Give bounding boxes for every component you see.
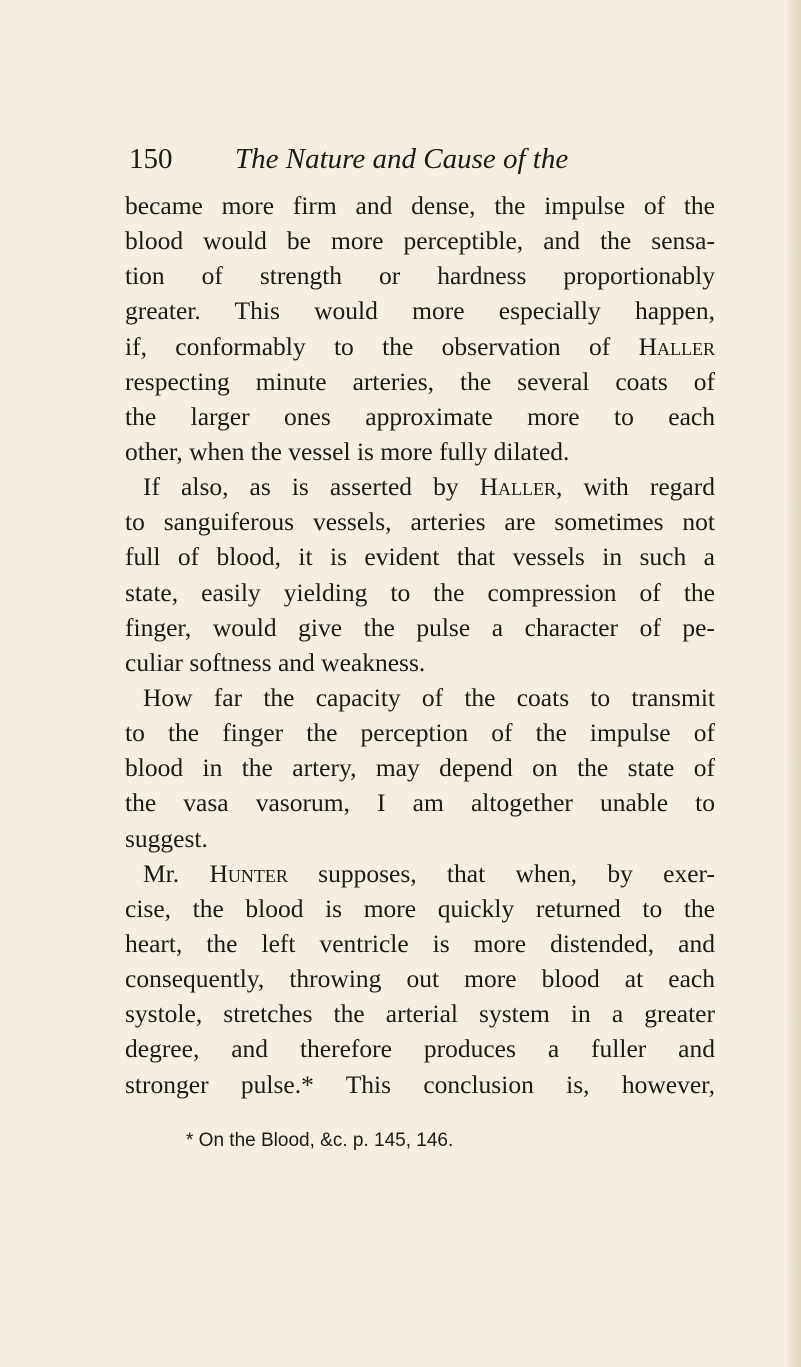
- text-line: culiar softness and weakness.: [125, 647, 426, 677]
- text-line: consequently, throwing out more blood at each: [125, 964, 715, 994]
- name-hunter: Hunter: [209, 858, 288, 888]
- text-line: the vasa vasorum, I am altogether unable to: [125, 788, 715, 818]
- text-line: other, when the vessel is more fully dilated.: [125, 436, 570, 466]
- text-line: If also, as is asserted by Haller, with regard: [143, 472, 715, 502]
- text-line: state, easily yielding to the compression of the: [125, 577, 715, 607]
- text-line: tion of strength or hardness proportionably: [125, 261, 715, 291]
- text-line: blood in the artery, may depend on the state of: [125, 753, 715, 783]
- text-line: greater. This would more especially happen,: [125, 296, 715, 326]
- name-haller: Haller: [638, 331, 715, 361]
- page-number: 150: [129, 143, 173, 175]
- text-line: heart, the left ventricle is more distended, and: [125, 928, 715, 958]
- name-haller: Haller: [479, 472, 557, 502]
- running-title: The Nature and Cause of the: [235, 143, 569, 175]
- page-header: [129, 143, 689, 183]
- text-line: if, conformably to the observation of Haller: [125, 331, 715, 361]
- text-line: respecting minute arteries, the several coats of: [125, 366, 715, 396]
- text-line: to the finger the perception of the impulse of: [125, 718, 715, 748]
- text-line: to sanguiferous vessels, arteries are sometimes not: [125, 507, 715, 537]
- text-line: suggest.: [125, 823, 208, 853]
- text-line: stronger pulse.* This conclusion is, however,: [125, 1069, 715, 1099]
- page-edge: [787, 0, 801, 1367]
- text-line: became more firm and dense, the impulse of the: [125, 191, 715, 220]
- text-line: finger, would give the pulse a character of pe-: [125, 612, 715, 642]
- footnote: * On the Blood, &c. p. 145, 146.: [186, 1130, 454, 1151]
- text-line: the larger ones approximate more to each: [125, 401, 715, 431]
- text-line: degree, and therefore produces a fuller and: [125, 1034, 715, 1064]
- text-line: blood would be more perceptible, and the sensa-: [125, 226, 715, 256]
- text-line: Mr. Hunter supposes, that when, by exer-: [143, 858, 715, 888]
- text-line: full of blood, it is evident that vessels in such a: [125, 542, 715, 572]
- text-line: systole, stretches the arterial system in a greater: [125, 999, 715, 1029]
- text-line: cise, the blood is more quickly returned to the: [125, 893, 715, 923]
- text-line: How far the capacity of the coats to transmit: [143, 682, 715, 712]
- body-text: [125, 188, 715, 1102]
